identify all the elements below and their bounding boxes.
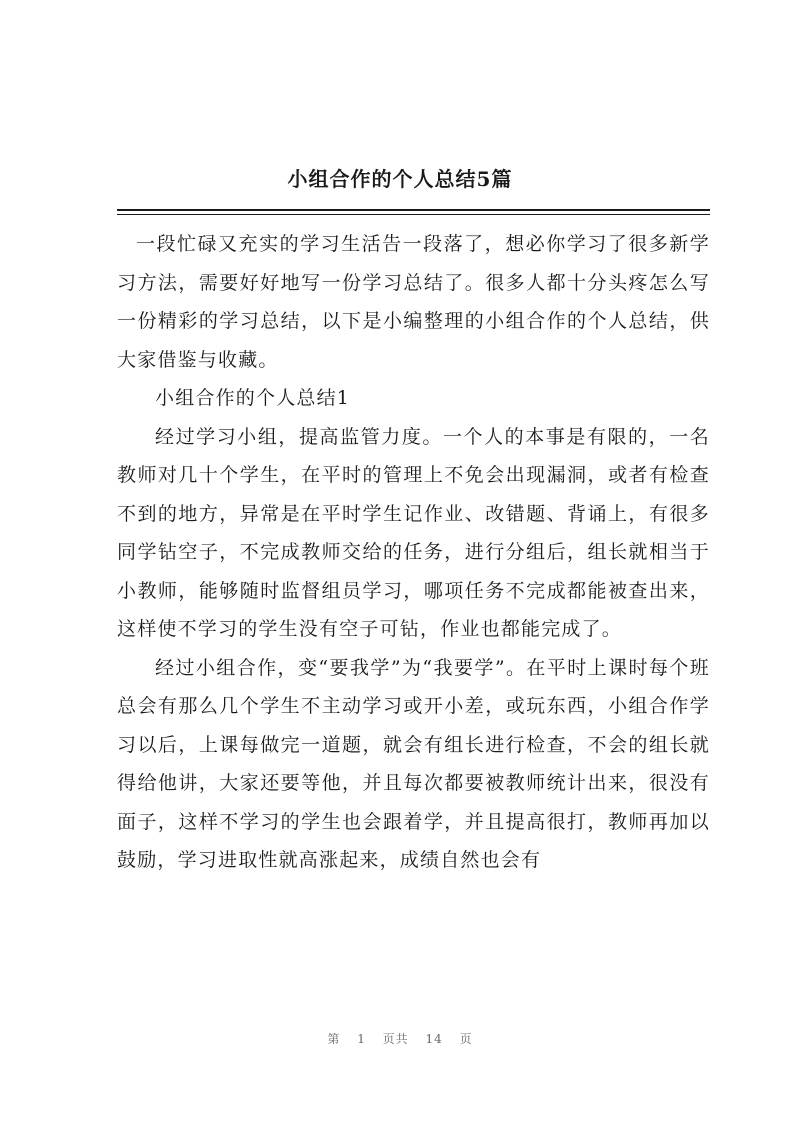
document-title: 小组合作的个人总结5篇 bbox=[287, 167, 513, 191]
footer-label-di: 第 bbox=[327, 1032, 341, 1046]
paragraph-intro: 一段忙碌又充实的学习生活告一段落了，想必你学习了很多新学习方法，需要好好地写一份学习总结了。很多人都十分头疼怎么写一份精彩的学习总结，以下是小编整理的小组合作的个人总结，供大家借鉴与收藏。 bbox=[117, 233, 710, 371]
footer-label-ye: 页 bbox=[459, 1032, 473, 1046]
paragraph: 经过学习小组，提高监管力度。一个人的本事是有限的，一名教师对几十个学生，在平时的管理上不免会出现漏洞，或者有检查不到的地方，异常是在平时学生记作业、改错题、背诵上，有很多同学钻空子，不完成教师交给的任务，进行分组后，组长就相当于小教师，能够随时监督组员学习，哪项任务不完成都能被查出来，这样使不学习的学生没有空子可钻，作业也都能完成了。 bbox=[117, 425, 710, 640]
title-rule-thin bbox=[117, 214, 710, 215]
document-body bbox=[117, 225, 710, 880]
section-heading: 小组合作的个人总结1 bbox=[155, 387, 351, 409]
footer-page-current: 1 bbox=[357, 1032, 366, 1046]
footer-label-total: 页共 bbox=[382, 1032, 409, 1046]
paragraph: 经过小组合作，变“要我学”为“我要学”。在平时上课时每个班总会有那么几个学生不主动学习或开小差，或玩东西，小组合作学习以后，上课每做完一道题，就会有组长进行检查，不会的组长就得给他讲，大家还要等他，并且每次都要被教师统计出来，很没有面子，这样不学习的学生也会跟着学，并且提高很打，教师再加以鼓励，学习进取性就高涨起来，成绩自然也会有 bbox=[117, 656, 710, 871]
footer-page-total: 14 bbox=[425, 1032, 443, 1046]
page-footer bbox=[0, 1030, 800, 1047]
title-rule-thick bbox=[117, 209, 710, 211]
